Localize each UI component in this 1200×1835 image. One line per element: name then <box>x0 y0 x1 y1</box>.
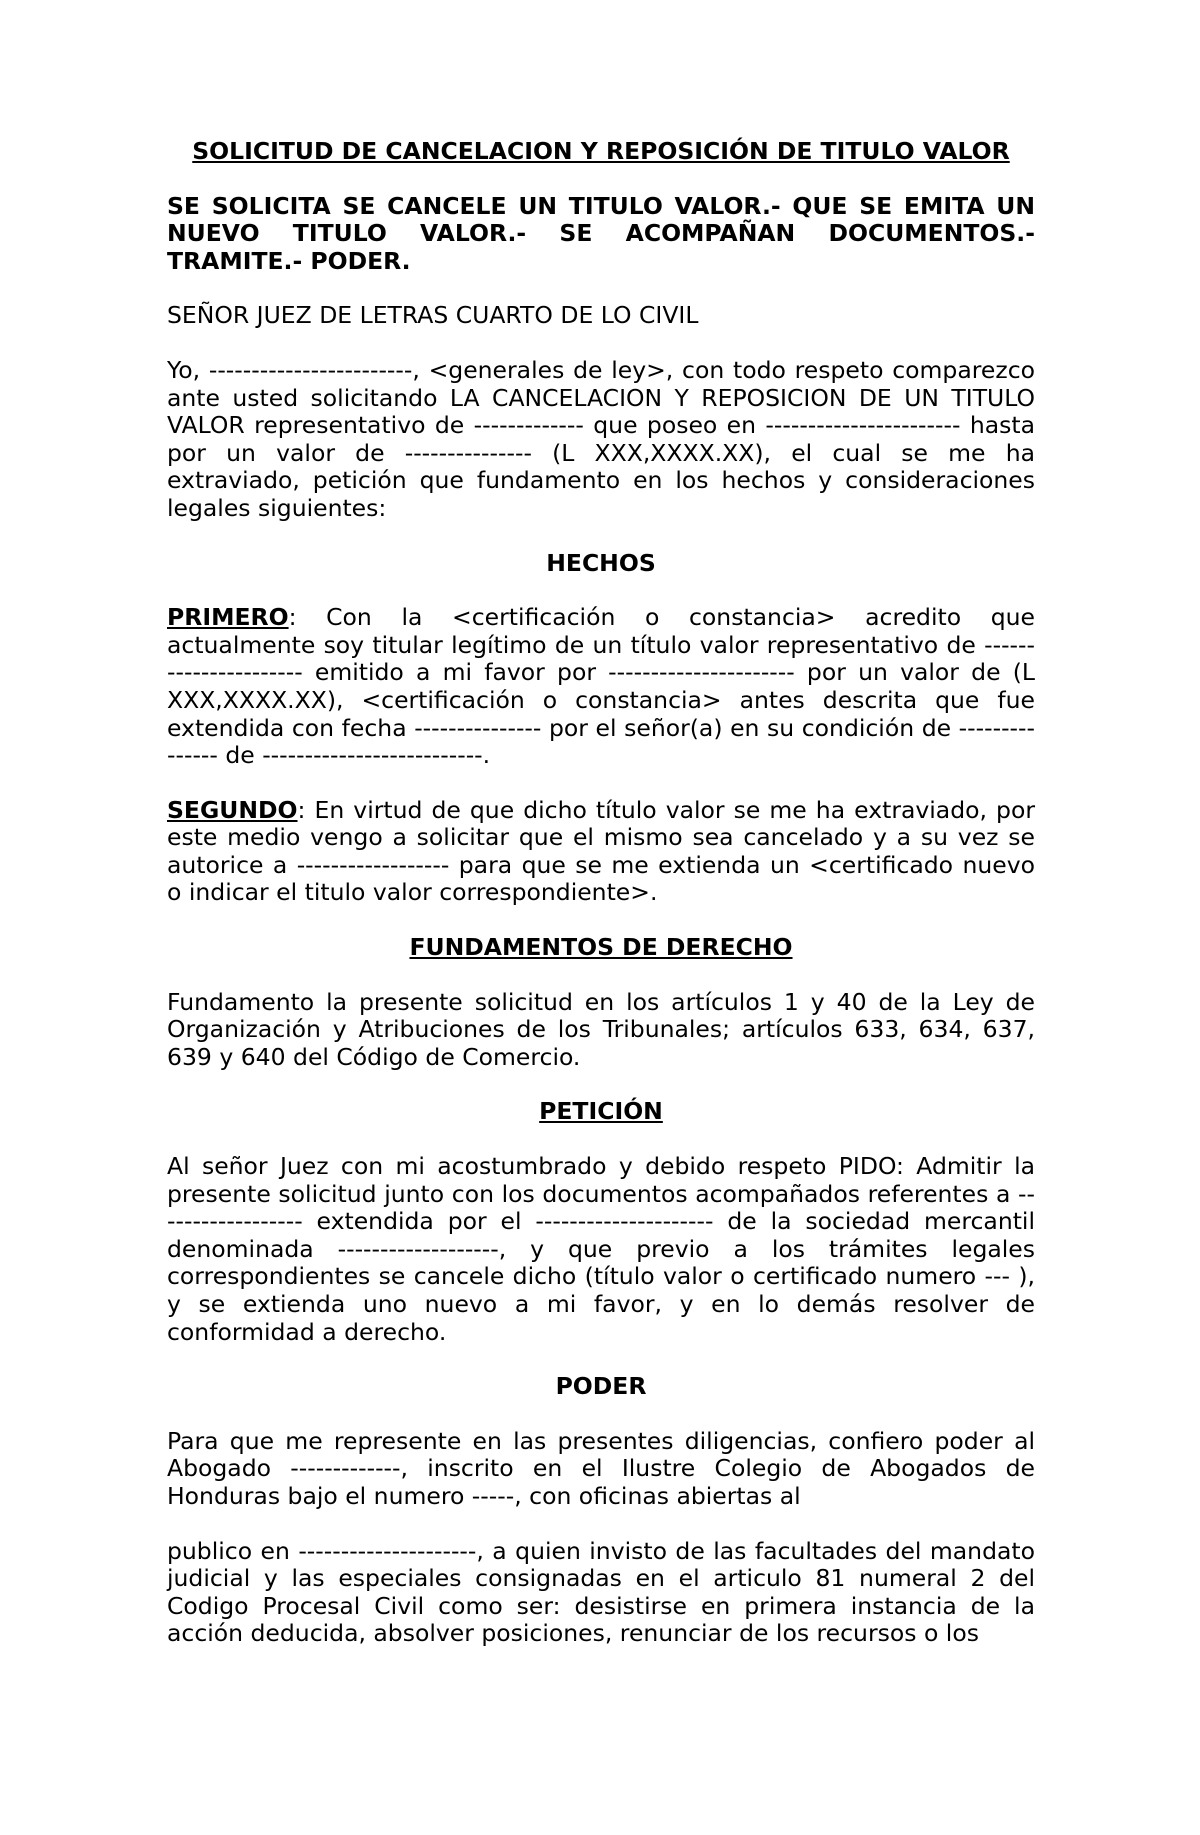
document-page <box>167 138 1035 1648</box>
hechos-heading: HECHOS <box>546 548 656 577</box>
primero-paragraph <box>167 604 1035 770</box>
poder-heading: PODER <box>555 1372 647 1401</box>
request-summary: SE SOLICITA SE CANCELE UN TITULO VALOR.- QUE SE EMITA UN NUEVO TITULO VALOR.- SE ACOMPAÑAN DOCUMENTOS.- TRAMITE.- PODER. <box>167 191 1035 275</box>
addressee-line: SEÑOR JUEZ DE LETRAS CUARTO DE LO CIVIL <box>167 301 699 330</box>
fundamentos-paragraph: Fundamento la presente solicitud en los artículos 1 y 40 de la Ley de Organización y Atribuciones de los Tribunales; artículos 633, 634, 637, 639 y 640 del Código de Comercio. <box>167 987 1035 1071</box>
poder-paragraph-2: publico en ---------------------, a quien invisto de las facultades del mandato judicial y las especiales consignadas en el articulo 81 numeral 2 del Codigo Procesal Civil como ser: desistirse en primera instancia de la acción deducida, absolver posiciones, renunciar de los recursos o los <box>167 1536 1035 1648</box>
intro-paragraph: Yo, ------------------------, <generales de ley>, con todo respeto comparezco ante usted solicitando LA CANCELACION Y REPOSICION DE UN TITULO VALOR representativo de ------------- que poseo en ----------------------- hasta por un valor de --------------- (L XXX,XXXX.XX), el cual se me ha extraviado, petición que fundamento en los hechos y consideraciones legales siguientes: <box>167 355 1035 522</box>
fundamentos-heading: FUNDAMENTOS DE DERECHO <box>409 933 793 962</box>
segundo-text: : En virtud de que dicho título valor se me ha extraviado, por este medio vengo a solicitar que el mismo sea cancelado y a su vez se autorice a ------------------ para que se me extienda un <certificado nuevo o indicar el titulo valor correspondiente>. <box>167 795 1035 907</box>
primero-label: PRIMERO <box>167 603 289 632</box>
peticion-heading: PETICIÓN <box>539 1097 663 1126</box>
peticion-paragraph: Al señor Juez con mi acostumbrado y debido respeto PIDO: Admitir la presente solicitud junto con los documentos acompañados referentes a ------------------ extendida por el --------------------- de la sociedad mercantil denominada -------------------, y que previo a los trámites legales correspondientes se cancele dicho (título valor o certificado numero --- ), y se extienda uno nuevo a mi favor, y en lo demás resolver de conformidad a derecho. <box>167 1152 1035 1346</box>
primero-text: : Con la <certificación o constancia> acredito que actualmente soy titular legítimo de un título valor representativo de ---------------------- emitido a mi favor por ---------------------- por un valor de (L XXX,XXXX.XX), <certificación o constancia> antes descrita que fue extendida con fecha --------------- por el señor(a) en su condición de --------------- de --------------------------. <box>167 603 1035 770</box>
document-title: SOLICITUD DE CANCELACION Y REPOSICIÓN DE TITULO VALOR <box>192 137 1010 165</box>
poder-paragraph-1: Para que me represente en las presentes diligencias, confiero poder al Abogado -------------, inscrito en el Ilustre Colegio de Abogados de Honduras bajo el numero -----, con oficinas abiertas al <box>167 1426 1035 1510</box>
segundo-label: SEGUNDO <box>167 795 298 824</box>
segundo-paragraph <box>167 797 1035 907</box>
